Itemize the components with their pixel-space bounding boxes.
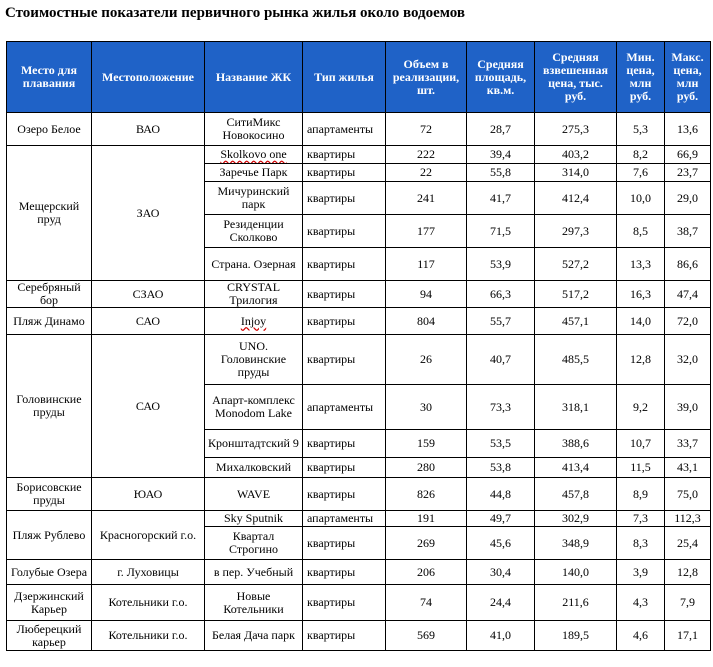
cell-avg-price: 527,2: [535, 248, 617, 281]
cell-avg-area: 55,7: [467, 308, 535, 335]
table-row: [7, 585, 711, 621]
cell-avg-price: 457,8: [535, 478, 617, 511]
cell-max-price: 72,0: [665, 308, 711, 335]
cell-housing-type: квартиры: [303, 146, 386, 164]
cell-avg-area: 66,3: [467, 281, 535, 308]
cell-max-price: 38,7: [665, 215, 711, 248]
cell-min-price: 7,3: [617, 511, 665, 527]
column-header-avg-area: Средняя площадь, кв.м.: [467, 42, 535, 113]
cell-volume: 804: [386, 308, 467, 335]
cell-volume: 72: [386, 113, 467, 146]
cell-place: Пляж Динамо: [7, 308, 92, 335]
cell-volume: 280: [386, 458, 467, 478]
cell-avg-price: 348,9: [535, 527, 617, 560]
cell-place: Озеро Белое: [7, 113, 92, 146]
cell-location: Красногорский г.о.: [92, 511, 205, 560]
cell-complex-name: Кронштадтский 9: [205, 430, 303, 458]
cell-avg-area: 45,6: [467, 527, 535, 560]
cell-min-price: 7,6: [617, 164, 665, 182]
cell-complex-name: Михалковский: [205, 458, 303, 478]
cell-min-price: 12,8: [617, 335, 665, 385]
cell-avg-price: 318,1: [535, 385, 617, 430]
cell-min-price: 10,0: [617, 182, 665, 215]
cell-max-price: 75,0: [665, 478, 711, 511]
cell-housing-type: квартиры: [303, 335, 386, 385]
cell-location: ВАО: [92, 113, 205, 146]
cell-place: Мещерский пруд: [7, 146, 92, 281]
cell-avg-area: 44,8: [467, 478, 535, 511]
cell-avg-area: 28,7: [467, 113, 535, 146]
cell-max-price: 12,8: [665, 560, 711, 585]
cell-volume: 191: [386, 511, 467, 527]
cell-place: Голубые Озера: [7, 560, 92, 585]
cell-location: САО: [92, 308, 205, 335]
table-row: [7, 478, 711, 511]
cell-complex-name: Апарт-комплекс Monodom Lake: [205, 385, 303, 430]
cell-avg-area: 41,7: [467, 182, 535, 215]
cell-min-price: 14,0: [617, 308, 665, 335]
cell-avg-area: 41,0: [467, 621, 535, 651]
cell-min-price: 5,3: [617, 113, 665, 146]
column-header-max-price: Макс. цена, млн руб.: [665, 42, 711, 113]
table-row: [7, 621, 711, 651]
cell-housing-type: квартиры: [303, 478, 386, 511]
cell-volume: 826: [386, 478, 467, 511]
cell-volume: 241: [386, 182, 467, 215]
cell-avg-area: 53,9: [467, 248, 535, 281]
cell-volume: 94: [386, 281, 467, 308]
cell-avg-price: 140,0: [535, 560, 617, 585]
cell-housing-type: квартиры: [303, 621, 386, 651]
cell-volume: 159: [386, 430, 467, 458]
table-header-row: [7, 42, 711, 113]
cell-complex-name: Резиденции Сколково: [205, 215, 303, 248]
cell-volume: 177: [386, 215, 467, 248]
cell-avg-price: 517,2: [535, 281, 617, 308]
cell-place: Серебряный бор: [7, 281, 92, 308]
cell-complex-name: СитиМикс Новокосино: [205, 113, 303, 146]
cell-max-price: 43,1: [665, 458, 711, 478]
column-header-min-price: Мин. цена, млн руб.: [617, 42, 665, 113]
cell-max-price: 25,4: [665, 527, 711, 560]
cell-housing-type: квартиры: [303, 527, 386, 560]
cell-volume: 30: [386, 385, 467, 430]
cell-max-price: 33,7: [665, 430, 711, 458]
cell-housing-type: квартиры: [303, 182, 386, 215]
cell-housing-type: квартиры: [303, 164, 386, 182]
cell-avg-area: 53,5: [467, 430, 535, 458]
cell-housing-type: апартаменты: [303, 511, 386, 527]
cell-complex-name: Квартал Строгино: [205, 527, 303, 560]
cell-min-price: 16,3: [617, 281, 665, 308]
table-row: [7, 146, 711, 164]
cell-avg-price: 297,3: [535, 215, 617, 248]
cell-avg-area: 49,7: [467, 511, 535, 527]
cell-avg-area: 55,8: [467, 164, 535, 182]
cell-avg-price: 403,2: [535, 146, 617, 164]
cell-volume: 26: [386, 335, 467, 385]
table-row: [7, 113, 711, 146]
cell-volume: 74: [386, 585, 467, 621]
cell-min-price: 4,6: [617, 621, 665, 651]
cell-place: Люберецкий карьер: [7, 621, 92, 651]
cell-volume: 222: [386, 146, 467, 164]
column-header-avg-price: Средняя взвешенная цена, тыс. руб.: [535, 42, 617, 113]
cell-complex-name: Страна. Озерная: [205, 248, 303, 281]
cell-avg-price: 485,5: [535, 335, 617, 385]
cell-min-price: 8,5: [617, 215, 665, 248]
cell-place: Головинские пруды: [7, 335, 92, 478]
cell-min-price: 8,3: [617, 527, 665, 560]
cell-max-price: 66,9: [665, 146, 711, 164]
column-header-location: Местоположение: [92, 42, 205, 113]
cell-min-price: 4,3: [617, 585, 665, 621]
cell-max-price: 112,3: [665, 511, 711, 527]
cell-min-price: 8,9: [617, 478, 665, 511]
cell-max-price: 32,0: [665, 335, 711, 385]
column-header-place: Место для плавания: [7, 42, 92, 113]
table-row: [7, 335, 711, 385]
cell-complex-name: Skolkovo one: [205, 146, 303, 164]
cell-housing-type: квартиры: [303, 248, 386, 281]
cell-location: г. Луховицы: [92, 560, 205, 585]
cell-max-price: 86,6: [665, 248, 711, 281]
cell-place: Борисовские пруды: [7, 478, 92, 511]
cell-max-price: 23,7: [665, 164, 711, 182]
cell-avg-price: 189,5: [535, 621, 617, 651]
cell-volume: 117: [386, 248, 467, 281]
table-row: [7, 281, 711, 308]
cell-max-price: 7,9: [665, 585, 711, 621]
cell-min-price: 10,7: [617, 430, 665, 458]
cell-min-price: 8,2: [617, 146, 665, 164]
column-header-housing-type: Тип жилья: [303, 42, 386, 113]
cell-housing-type: квартиры: [303, 585, 386, 621]
cell-place: Дзержинский Карьер: [7, 585, 92, 621]
cell-housing-type: квартиры: [303, 281, 386, 308]
price-table: [6, 41, 711, 651]
cell-avg-price: 302,9: [535, 511, 617, 527]
cell-location: САО: [92, 335, 205, 478]
cell-avg-price: 457,1: [535, 308, 617, 335]
cell-avg-area: 30,4: [467, 560, 535, 585]
cell-avg-price: 314,0: [535, 164, 617, 182]
cell-avg-price: 275,3: [535, 113, 617, 146]
cell-avg-area: 39,4: [467, 146, 535, 164]
cell-complex-name: Мичуринский парк: [205, 182, 303, 215]
cell-complex-name: Белая Дача парк: [205, 621, 303, 651]
cell-avg-price: 211,6: [535, 585, 617, 621]
cell-complex-name: CRYSTAL Трилогия: [205, 281, 303, 308]
cell-complex-name: Заречье Парк: [205, 164, 303, 182]
cell-complex-name: UNO. Головинские пруды: [205, 335, 303, 385]
cell-housing-type: квартиры: [303, 308, 386, 335]
cell-max-price: 17,1: [665, 621, 711, 651]
cell-avg-price: 413,4: [535, 458, 617, 478]
cell-housing-type: квартиры: [303, 560, 386, 585]
table-row: [7, 511, 711, 527]
cell-min-price: 9,2: [617, 385, 665, 430]
cell-max-price: 39,0: [665, 385, 711, 430]
cell-min-price: 13,3: [617, 248, 665, 281]
table-row: [7, 560, 711, 585]
cell-complex-name: в пер. Учебный: [205, 560, 303, 585]
cell-location: Котельники г.о.: [92, 585, 205, 621]
document-title: Стоимостные показатели первичного рынка жилья около водоемов: [5, 5, 466, 21]
cell-max-price: 13,6: [665, 113, 711, 146]
cell-complex-name: Новые Котельники: [205, 585, 303, 621]
cell-min-price: 3,9: [617, 560, 665, 585]
cell-location: ЗАО: [92, 146, 205, 281]
cell-volume: 569: [386, 621, 467, 651]
cell-housing-type: квартиры: [303, 458, 386, 478]
table-row: [7, 308, 711, 335]
cell-housing-type: квартиры: [303, 215, 386, 248]
cell-place: Пляж Рублево: [7, 511, 92, 560]
cell-location: ЮАО: [92, 478, 205, 511]
cell-complex-name: WAVE: [205, 478, 303, 511]
cell-max-price: 29,0: [665, 182, 711, 215]
cell-max-price: 47,4: [665, 281, 711, 308]
cell-avg-area: 73,3: [467, 385, 535, 430]
column-header-complex-name: Название ЖК: [205, 42, 303, 113]
table-body: [7, 113, 711, 651]
column-header-volume: Объем в реализации, шт.: [386, 42, 467, 113]
cell-avg-price: 388,6: [535, 430, 617, 458]
cell-min-price: 11,5: [617, 458, 665, 478]
cell-avg-area: 53,8: [467, 458, 535, 478]
cell-location: СЗАО: [92, 281, 205, 308]
cell-housing-type: апартаменты: [303, 385, 386, 430]
cell-location: Котельники г.о.: [92, 621, 205, 651]
cell-volume: 269: [386, 527, 467, 560]
cell-avg-price: 412,4: [535, 182, 617, 215]
cell-avg-area: 24,4: [467, 585, 535, 621]
cell-avg-area: 71,5: [467, 215, 535, 248]
cell-complex-name: Injoy: [205, 308, 303, 335]
cell-volume: 22: [386, 164, 467, 182]
cell-housing-type: апартаменты: [303, 113, 386, 146]
cell-housing-type: квартиры: [303, 430, 386, 458]
cell-complex-name: Sky Sputnik: [205, 511, 303, 527]
cell-volume: 206: [386, 560, 467, 585]
cell-avg-area: 40,7: [467, 335, 535, 385]
